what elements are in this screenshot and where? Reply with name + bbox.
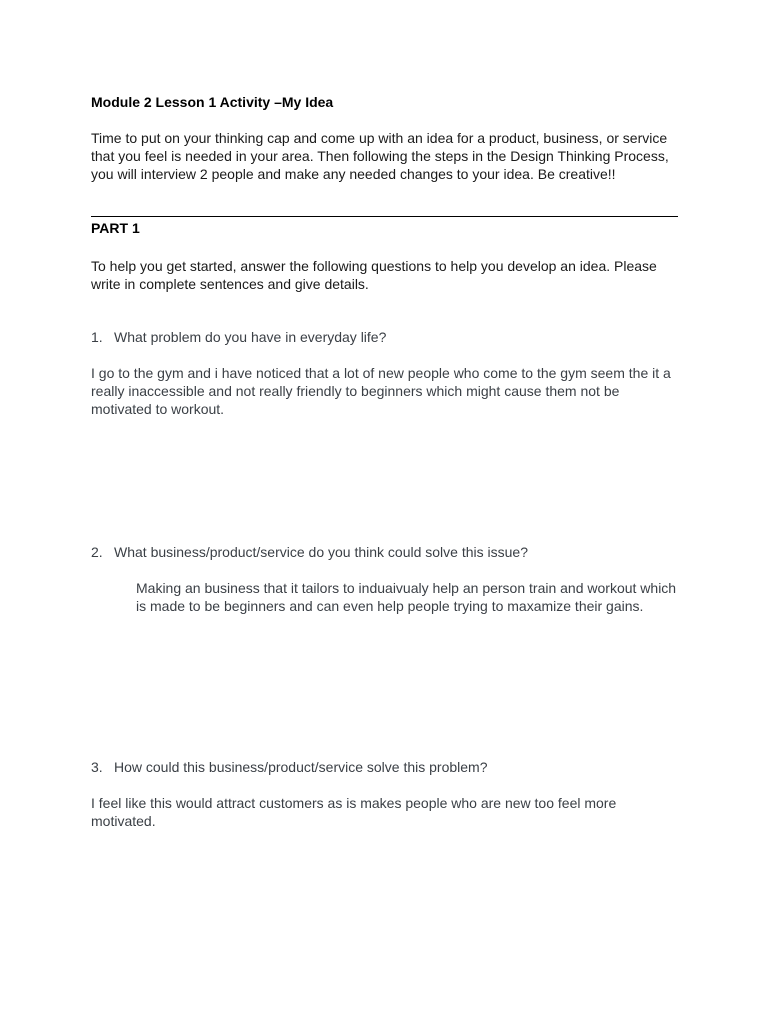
document-title: Module 2 Lesson 1 Activity –My Idea: [91, 94, 334, 110]
question-number: 2.: [91, 544, 103, 560]
answer-1: I go to the gym and i have noticed that a lot of new people who come to the gym seem the it a really inaccessible and not really friendly to beginners which might cause them not be motivated to workout.: [91, 365, 671, 417]
question-number: 3.: [91, 759, 103, 775]
question-text: What business/product/service do you think could solve this issue?: [114, 544, 528, 560]
question-3: [91, 758, 488, 776]
question-text: What problem do you have in everyday life?: [114, 329, 387, 345]
question-text: How could this business/product/service solve this problem?: [114, 759, 488, 775]
part-heading: PART 1: [91, 220, 140, 236]
intro-paragraph: Time to put on your thinking cap and come up with an idea for a product, business, or service that you feel is needed in your area. Then following the steps in the Design Thinking Process, you will interview 2 people and make any needed changes to your idea. Be creative!!: [91, 130, 669, 182]
question-1: [91, 328, 386, 346]
answer-3: I feel like this would attract customers as is makes people who are new too feel more motivated.: [91, 795, 617, 829]
question-2: [91, 543, 528, 561]
answer-2: Making an business that it tailors to induaivualy help an person train and workout which is made to be beginners and can even help people trying to maxamize their gains.: [136, 580, 677, 614]
section-divider: [91, 216, 678, 217]
instructions-paragraph: To help you get started, answer the following questions to help you develop an idea. Please write in complete sentences and give details.: [91, 258, 657, 292]
question-number: 1.: [91, 329, 103, 345]
